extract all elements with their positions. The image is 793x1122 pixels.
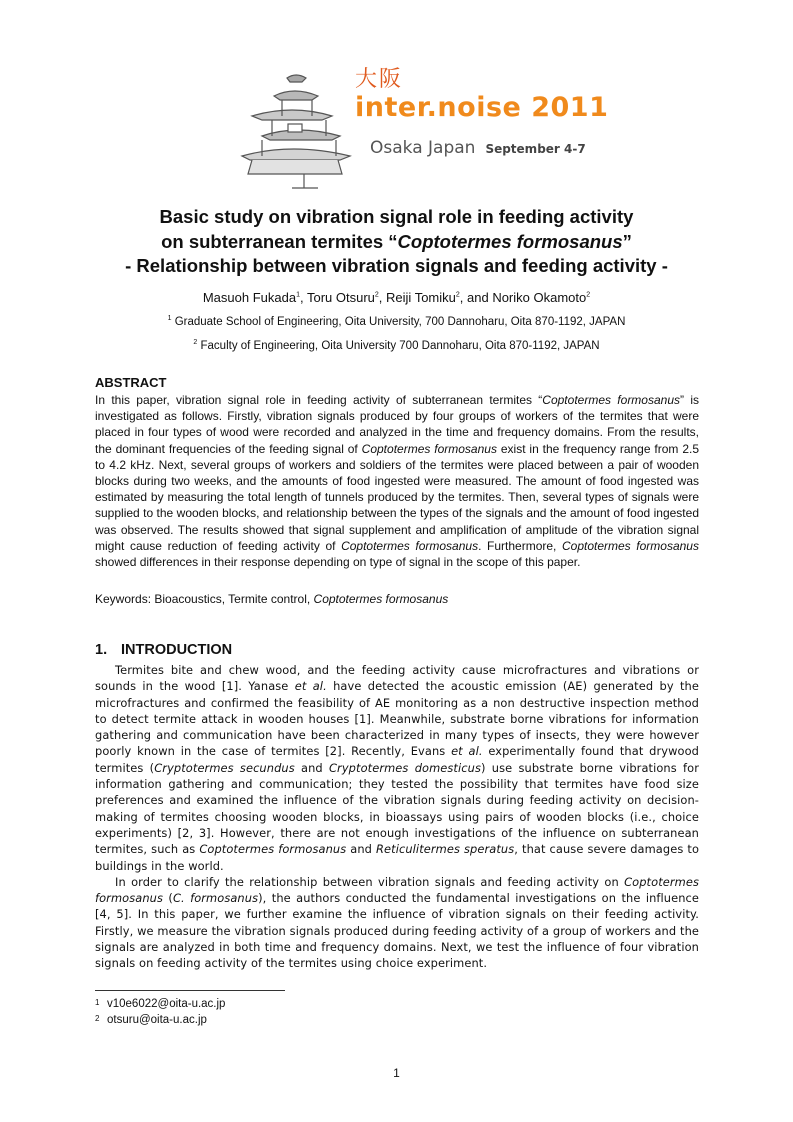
abstract-species-2: Coptotermes formosanus [361, 441, 497, 456]
intro-p1-italic-1: et al. [294, 679, 327, 694]
abstract-text-4: . Furthermore, [478, 538, 562, 553]
abstract-text-2: ” is investigated as follows. Firstly, vibration signals produced by four groups of workers of the termites that were placed in four types of wood were recorded and analyzed in the time and frequency domains. From the results, the dominant frequencies of the feeding signal of [95, 393, 699, 456]
conference-logo [222, 56, 602, 196]
paper-title [60, 205, 733, 279]
footnote-2-mark: 2 [95, 1014, 100, 1023]
intro-p1-italic-3: Cryptotermes secundus [154, 760, 295, 775]
intro-p1-text-7: , that cause severe damages to buildings in the world. [95, 842, 700, 873]
intro-p2-italic-1: Coptotermes formosanus [95, 874, 699, 906]
affiliation-2 [60, 340, 733, 352]
affiliation-1-sup: 1 [167, 315, 172, 323]
logo-dates: September 4-7 [485, 142, 586, 156]
intro-p1-italic-6: Reticulitermes speratus [376, 842, 515, 857]
author-2-sup: 2 [374, 291, 379, 299]
section-heading-introduction [95, 642, 232, 658]
affiliation-1-text: Graduate School of Engineering, Oita University, 700 Dannoharu, Oita 870-1192, JAPAN [174, 316, 626, 328]
intro-p1-italic-4: Cryptotermes domesticus [329, 760, 481, 775]
author-list: Masuoh Fukada$^1$, Toru Otsuru$^2$, Reiji Tomiku$^2$, and Noriko Okamoto$^2$ [202, 290, 591, 305]
affiliation-1 [60, 316, 733, 328]
footnote-1 [95, 998, 225, 1010]
footnote-divider [95, 990, 285, 991]
intro-p1-text-3: experimentally found that drywood termites ( [95, 744, 699, 775]
author-3-sup: 2 [455, 291, 460, 299]
footnote-2-email[interactable]: otsuru@oita-u.ac.jp [107, 1014, 207, 1026]
abstract-species-4: Coptotermes formosanus [561, 538, 699, 553]
intro-paragraph-2 [95, 874, 699, 972]
author-3: Reiji Tomiku [386, 290, 456, 305]
castle-illustration [242, 75, 350, 188]
abstract-heading: ABSTRACT [95, 375, 167, 390]
keywords [95, 592, 448, 606]
footnote-1-mark: 1 [95, 998, 100, 1007]
affiliation-2-text: Faculty of Engineering, Oita University 700 Dannoharu, Oita 870-1192, JAPAN [200, 340, 600, 352]
logo-conference-name: inter.noise 2011 [355, 92, 609, 123]
abstract-species-3: Coptotermes formosanus [341, 538, 479, 553]
abstract-text-5: showed differences in their response depending on type of signal in the scope of this paper. [95, 555, 581, 570]
author-2: Toru Otsuru [306, 290, 375, 305]
logo-city: Osaka Japan [370, 138, 476, 158]
logo-kanji: 大阪 [355, 67, 404, 92]
intro-p1-italic-5: Coptotermes formosanus [199, 842, 347, 857]
footnote-2 [95, 1014, 207, 1026]
intro-paragraph-1 [95, 662, 699, 874]
title-line-1: Basic study on vibration signal role in feeding activity [159, 206, 634, 227]
abstract-body [95, 392, 699, 570]
title-line-2 [60, 230, 733, 255]
intro-p2-text-3: ), the authors conducted the fundamental investigations on the influence [4, 5]. In this paper, we further examine the influence of vibration signals on their feeding activity. Firstly, we measure the vibration signals produced during feeding activity of a group of workers and the signals are analyzed in both time and frequency domains. Next, we test the influence of four vibration signals on feeding activity of the termites using choice experiment. [95, 891, 699, 971]
intro-p1-text-2: have detected the acoustic emission (AE) generated by the microfractures and confirmed the feasibility of AE monitoring as a non destructive inspection method to detect termite attack in wooden houses [1]. Meanwhile, substrate borne vibrations for information gathering and communication have been characterized in many types of insects, they were however poorly known in the case of termites [2]. Recently, Evans [95, 679, 699, 759]
intro-p1-text-6: and [346, 842, 377, 857]
title-line-3: - Relationship between vibration signals and feeding activity - [125, 255, 668, 276]
abstract-species-1: Coptotermes formosanus [542, 393, 681, 407]
author-1-sup: 1 [296, 291, 300, 299]
abstract-text-1: In this paper, vibration signal role in feeding activity of subterranean termites “ [95, 393, 543, 407]
author-1: Masuoh Fukada [202, 290, 297, 305]
author-4: and Noriko Okamoto [467, 290, 587, 305]
section-number: 1. [95, 642, 108, 658]
intro-p1-italic-2: et al. [451, 744, 483, 759]
section-title: INTRODUCTION [121, 642, 233, 658]
intro-p1-text-1: Termites bite and chew wood, and the feeding activity cause microfractures and vibrations or sounds in the wood [1]. Yanase [95, 663, 699, 694]
intro-p2-text-2: ( [163, 891, 173, 906]
footnote-1-email[interactable]: v10e6022@oita-u.ac.jp [107, 998, 226, 1010]
page-number: 1 [393, 1066, 400, 1080]
intro-p2-text-1: In order to clarify the relationship between vibration signals and feeding activity on [115, 874, 625, 889]
author-4-sup: 2 [586, 291, 591, 299]
intro-p2-italic-2: C. formosanus [172, 891, 259, 906]
keywords-label: Keywords: Bioacoustics, Termite control, [95, 592, 314, 606]
keywords-species: Coptotermes formosanus [313, 592, 449, 606]
intro-p1-text-4: and [294, 760, 329, 775]
title-line-2-text: on subterranean termites “ [161, 230, 398, 252]
affiliation-2-sup: 2 [193, 339, 198, 347]
logo-location [370, 138, 586, 158]
intro-p1-text-5: ) use substrate borne vibrations for information gathering and communication; they tested the possibility that termites have food size preferences and examined the influence of the vibration signals during feeding activity on decision-making of termites choosing wooden blocks, in bioassays using pairs of wooden blocks (i.e., choice experiments) [2, 3]. However, there are not enough investigations of the influence on subterranean termites, such as [95, 760, 699, 857]
title-species: Coptotermes formosanus [397, 230, 623, 252]
introduction-body [95, 662, 699, 972]
abstract-text-3: exist in the frequency range from 2.5 to 4.2 kHz. Next, several groups of workers and soldiers of the termites were placed between a pair of wooden blocks during two weeks, and the amounts of food ingested were measured. The amount of food ingested was estimated by measuring the total length of tunnels produced by the termites. Then, several types of signals were supplied to the wooden blocks, and relationship between the types of the signals and the amount of food ingested was observed. The results showed that signal supplement and amplification of amplitude of the vibration signal might cause reduction of feeding activity of [95, 441, 699, 553]
title-line-2-close: ” [622, 230, 632, 252]
